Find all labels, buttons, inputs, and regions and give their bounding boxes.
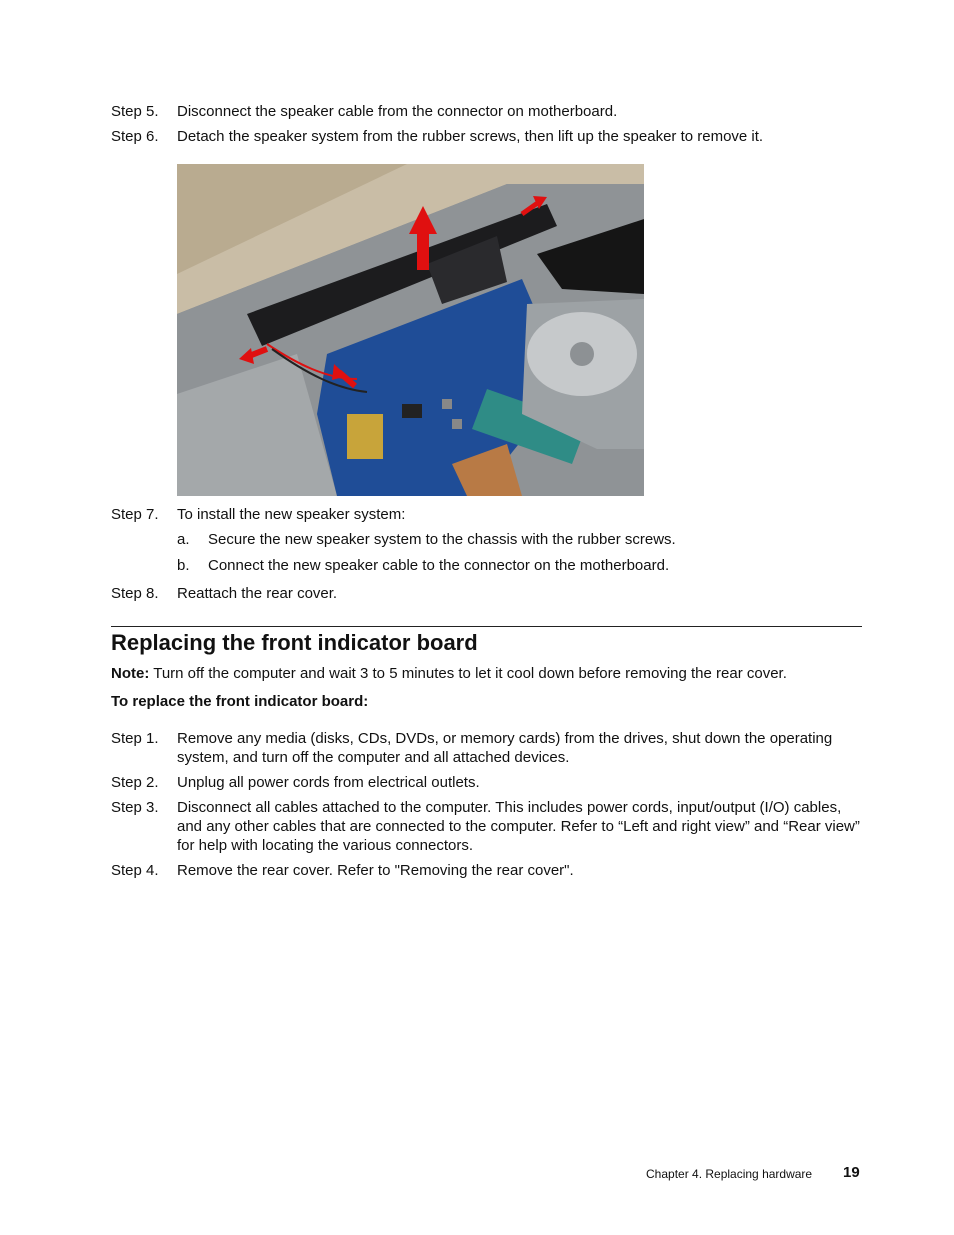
step-label: Step 8.	[111, 585, 159, 602]
step-text: Reattach the rear cover.	[177, 585, 338, 602]
step-1	[111, 729, 863, 767]
step-label: Step 3.	[111, 799, 159, 816]
step-text: Disconnect all cables attached to the computer. This includes power cords, input/output (I/O) cables, and any other cables that are connected to the computer. Refer to “Left and right view” and “Rear view” for help with locating the various connectors.	[177, 799, 860, 854]
step-label: Step 1.	[111, 730, 159, 747]
step-label: Step 5.	[111, 103, 159, 120]
step-text: Detach the speaker system from the rubber screws, then lift up the speaker to remove it.	[177, 128, 764, 145]
step-8	[111, 584, 863, 603]
step-3	[111, 798, 863, 855]
substep-label: b.	[177, 557, 190, 574]
note-text: Turn off the computer and wait 3 to 5 minutes to let it cool down before removing the rear cover.	[149, 665, 787, 682]
step-text: Remove the rear cover. Refer to "Removing the rear cover".	[177, 862, 574, 879]
section-title: Replacing the front indicator board	[111, 630, 478, 655]
step-text: To install the new speaker system:	[177, 506, 406, 523]
step-label: Step 4.	[111, 862, 159, 879]
step-5	[111, 102, 863, 121]
footer-chapter: Chapter 4. Replacing hardware	[646, 1167, 813, 1181]
step-4	[111, 861, 863, 880]
speaker-removal-photo	[177, 164, 644, 496]
step-text: Disconnect the speaker cable from the connector on motherboard.	[177, 103, 618, 120]
substep-text: Connect the new speaker cable to the connector on the motherboard.	[208, 557, 670, 574]
section-divider	[111, 626, 862, 627]
substep-a	[177, 530, 863, 549]
substep-label: a.	[177, 531, 190, 548]
substep-b	[177, 556, 863, 575]
procedure-intro: To replace the front indicator board:	[111, 693, 369, 710]
step-label: Step 2.	[111, 774, 159, 791]
step-7	[111, 505, 863, 524]
substep-text: Secure the new speaker system to the chassis with the rubber screws.	[208, 531, 676, 548]
step-6	[111, 127, 863, 146]
step-2	[111, 773, 863, 792]
note	[111, 664, 787, 683]
step-label: Step 7.	[111, 506, 159, 523]
step-text: Remove any media (disks, CDs, DVDs, or memory cards) from the drives, shut down the operating system, and turn off the computer and all attached devices.	[177, 730, 833, 766]
note-label: Note:	[111, 665, 150, 682]
step-label: Step 6.	[111, 128, 159, 145]
page-number: 19	[843, 1164, 860, 1181]
step-text: Unplug all power cords from electrical outlets.	[177, 774, 480, 791]
